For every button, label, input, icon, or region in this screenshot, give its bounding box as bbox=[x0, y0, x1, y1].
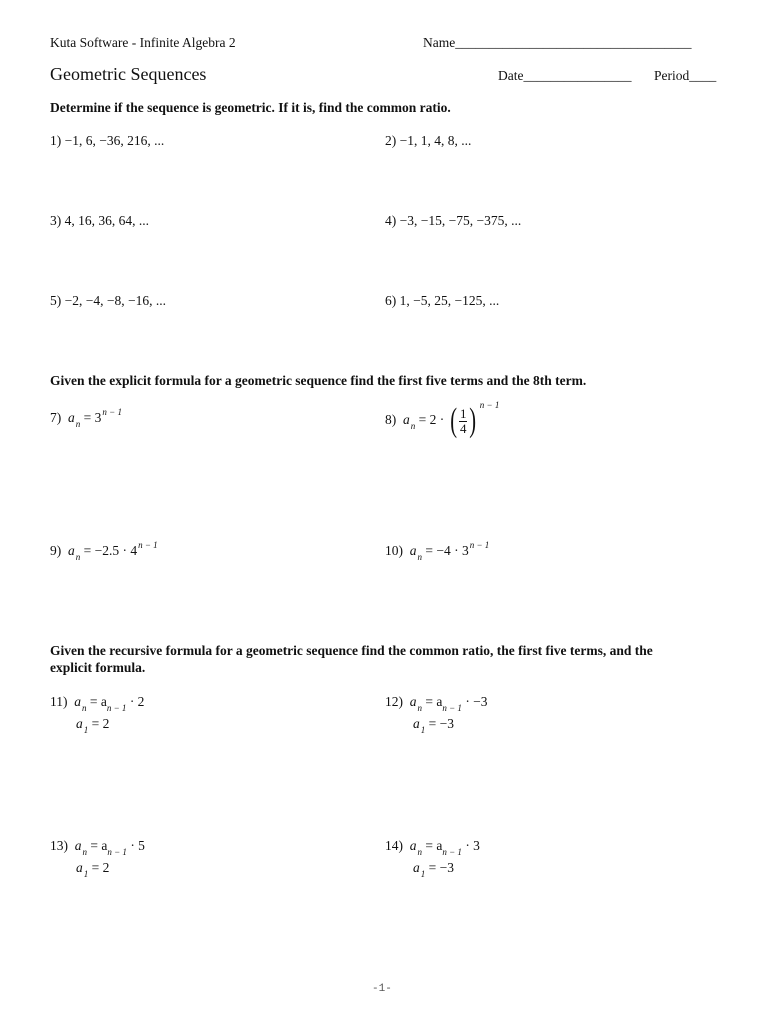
name-line: ___________________________________ bbox=[455, 35, 692, 50]
sequence-text: −1, 6, −36, 216, ... bbox=[64, 133, 165, 148]
formula-variable: a bbox=[74, 694, 81, 709]
problem-number: 7) bbox=[50, 410, 62, 425]
initial-rhs: = 2 bbox=[91, 860, 110, 875]
problem-number: 14) bbox=[385, 838, 403, 853]
problem-10 bbox=[385, 540, 490, 562]
formula-variable: a bbox=[403, 412, 410, 428]
formula-eq: = a bbox=[425, 694, 443, 709]
fraction-denominator: 4 bbox=[459, 420, 467, 436]
problem-14-initial bbox=[413, 860, 454, 879]
name-field[interactable] bbox=[423, 35, 691, 51]
initial-variable: a bbox=[76, 716, 83, 731]
problem-number: 10) bbox=[385, 543, 403, 558]
formula-exponent: n − 1 bbox=[138, 540, 158, 550]
sequence-text: 4, 16, 36, 64, ... bbox=[64, 213, 149, 228]
initial-rhs: = −3 bbox=[428, 716, 454, 731]
page-number: -1- bbox=[372, 983, 392, 995]
problem-11 bbox=[50, 694, 145, 713]
problem-8 bbox=[385, 400, 500, 439]
section3-instructions-line2: explicit formula. bbox=[50, 660, 146, 675]
problem-number: 9) bbox=[50, 543, 62, 558]
problem-6 bbox=[385, 293, 499, 309]
problem-number: 2) bbox=[385, 133, 397, 148]
problem-number: 6) bbox=[385, 293, 397, 308]
page-title: Geometric Sequences bbox=[50, 64, 207, 84]
problem-number: 4) bbox=[385, 213, 397, 228]
initial-rhs: = 2 bbox=[91, 716, 110, 731]
fraction-numerator: 1 bbox=[459, 405, 467, 421]
initial-rhs: = −3 bbox=[428, 860, 454, 875]
formula-eq: = a bbox=[89, 694, 107, 709]
formula-subscript: n bbox=[417, 552, 422, 562]
previous-subscript: n − 1 bbox=[107, 847, 127, 857]
formula-exponent: n − 1 bbox=[102, 407, 122, 417]
problem-12 bbox=[385, 694, 488, 713]
initial-variable: a bbox=[76, 860, 83, 875]
problem-4 bbox=[385, 213, 521, 229]
problem-1 bbox=[50, 133, 164, 149]
previous-subscript: n − 1 bbox=[442, 847, 462, 857]
formula-rhs: = 2 · bbox=[418, 412, 445, 428]
formula-subscript: n bbox=[410, 421, 416, 432]
formula-rhs: = 3 bbox=[83, 410, 102, 425]
formula-multiplier: · 3 bbox=[465, 838, 480, 853]
formula-rhs: = −4 · 3 bbox=[425, 543, 469, 558]
formula-variable: a bbox=[409, 694, 417, 709]
problem-9 bbox=[50, 540, 158, 562]
formula-multiplier: · 2 bbox=[129, 694, 145, 709]
problem-13 bbox=[50, 838, 145, 857]
formula-multiplier: · −3 bbox=[465, 694, 488, 709]
formula-subscript: n bbox=[82, 703, 87, 713]
formula-subscript: n bbox=[417, 847, 422, 857]
problem-number: 3) bbox=[50, 213, 62, 228]
sequence-text: −1, 1, 4, 8, ... bbox=[399, 133, 472, 148]
sequence-text: 1, −5, 25, −125, ... bbox=[399, 293, 500, 308]
initial-subscript: 1 bbox=[420, 725, 426, 735]
problem-11-initial bbox=[76, 716, 110, 735]
formula-rhs: = −2.5 · 4 bbox=[83, 543, 138, 558]
fraction bbox=[459, 407, 468, 435]
formula-exponent: n − 1 bbox=[469, 540, 490, 550]
formula-subscript: n bbox=[75, 552, 81, 562]
sequence-text: −3, −15, −75, −375, ... bbox=[399, 213, 522, 228]
problem-number: 8) bbox=[385, 412, 397, 428]
previous-subscript: n − 1 bbox=[106, 703, 127, 713]
left-paren: ( bbox=[449, 402, 457, 439]
sequence-text: −2, −4, −8, −16, ... bbox=[64, 293, 166, 308]
period-field[interactable] bbox=[654, 68, 716, 84]
previous-subscript: n − 1 bbox=[442, 703, 462, 713]
formula-exponent: n − 1 bbox=[479, 400, 500, 411]
publisher-label: Kuta Software - Infinite Algebra 2 bbox=[50, 35, 236, 50]
problem-12-initial bbox=[413, 716, 454, 735]
section3-instructions: Given the recursive formula for a geometric sequence find the common ratio, the first five terms, and the bbox=[50, 643, 653, 658]
period-label: Period bbox=[654, 68, 690, 83]
initial-subscript: 1 bbox=[83, 869, 89, 879]
period-line: ____ bbox=[689, 68, 717, 83]
formula-eq: = a bbox=[90, 838, 108, 853]
problem-7 bbox=[50, 407, 122, 429]
formula-variable: a bbox=[68, 410, 75, 425]
formula-subscript: n bbox=[82, 847, 87, 857]
formula-eq: = a bbox=[425, 838, 443, 853]
problem-number: 1) bbox=[50, 133, 62, 148]
formula-multiplier: · 5 bbox=[130, 838, 145, 853]
problem-3 bbox=[50, 213, 149, 229]
section2-instructions: Given the explicit formula for a geometric sequence find the first five terms and the 8th term. bbox=[50, 373, 587, 388]
initial-variable: a bbox=[413, 860, 420, 875]
formula-subscript: n bbox=[75, 419, 81, 429]
problem-2 bbox=[385, 133, 471, 149]
initial-subscript: 1 bbox=[83, 725, 89, 735]
initial-subscript: 1 bbox=[420, 869, 426, 879]
date-label: Date bbox=[498, 68, 524, 83]
date-field[interactable] bbox=[498, 68, 631, 84]
problem-number: 12) bbox=[385, 694, 403, 709]
formula-variable: a bbox=[409, 838, 417, 853]
problem-number: 13) bbox=[50, 838, 68, 853]
problem-5 bbox=[50, 293, 166, 309]
problem-13-initial bbox=[76, 860, 110, 879]
formula-variable: a bbox=[409, 543, 417, 558]
problem-14 bbox=[385, 838, 480, 857]
problem-number: 5) bbox=[50, 293, 62, 308]
formula-variable: a bbox=[74, 838, 82, 853]
name-label: Name bbox=[423, 35, 456, 50]
initial-variable: a bbox=[413, 716, 420, 731]
formula-subscript: n bbox=[417, 703, 422, 713]
problem-number: 11) bbox=[50, 694, 68, 709]
section1-instructions: Determine if the sequence is geometric. If it is, find the common ratio. bbox=[50, 100, 451, 115]
formula-variable: a bbox=[68, 543, 75, 558]
right-paren: ) bbox=[469, 402, 477, 439]
date-line: ________________ bbox=[523, 68, 632, 83]
